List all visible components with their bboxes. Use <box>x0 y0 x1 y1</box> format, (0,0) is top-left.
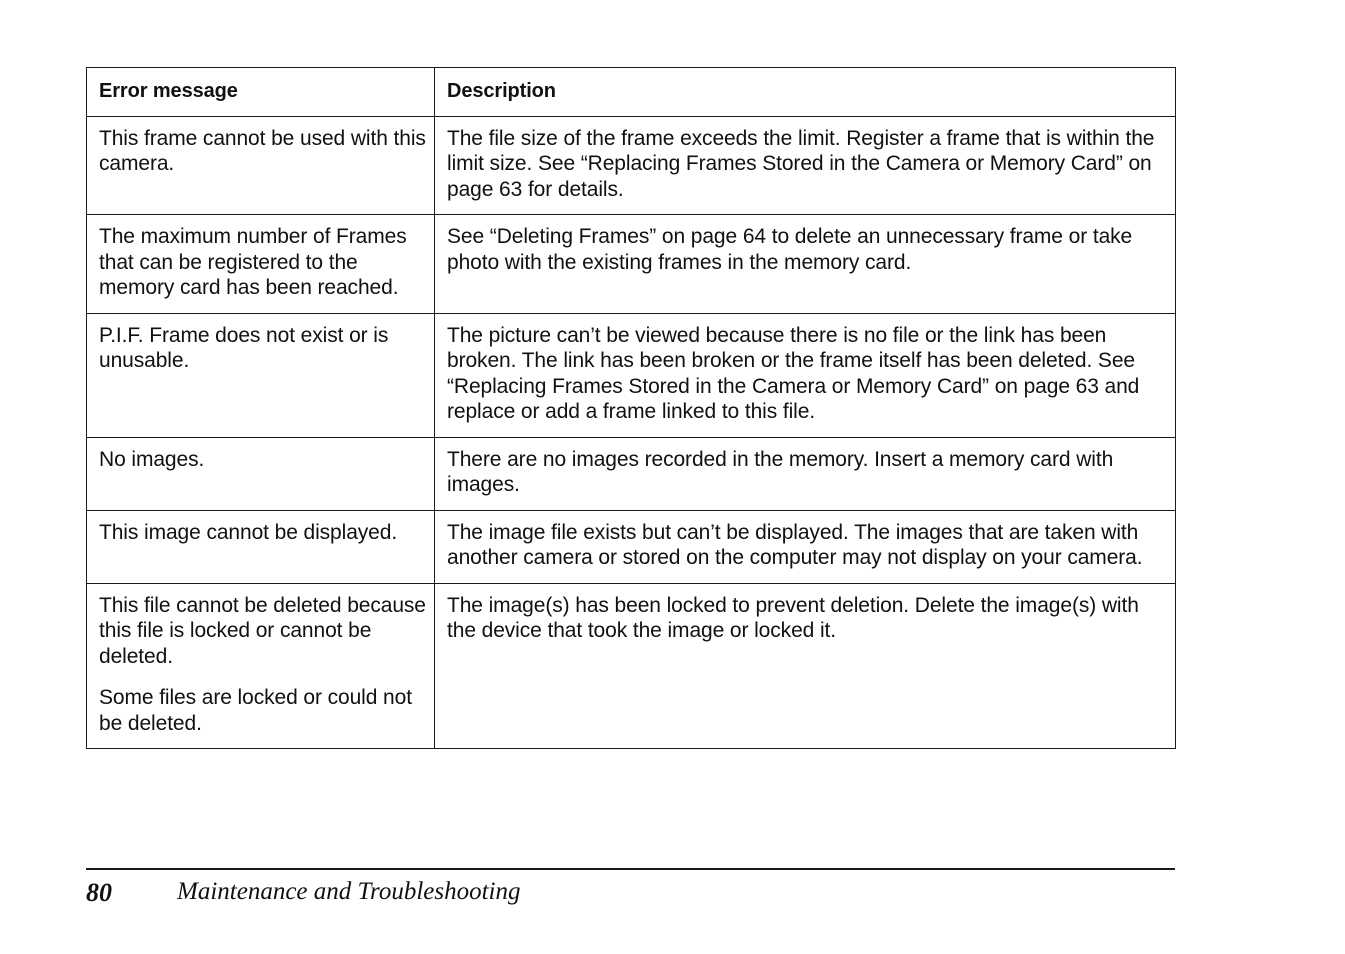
footer-divider <box>86 868 1175 870</box>
error-message-cell <box>87 116 435 215</box>
error-message-cell <box>87 313 435 437</box>
table-row <box>87 116 1176 215</box>
error-message-text: This file cannot be deleted because this file is locked or cannot be deleted. <box>99 593 426 668</box>
error-message-cell <box>87 437 435 510</box>
error-message-text: Some files are locked or could not be deleted. <box>99 686 412 735</box>
table-row <box>87 583 1176 749</box>
description-cell: The picture can’t be viewed because there is no file or the link has been broken. The link has been broken or the frame itself has been deleted. See “Replacing Frames Stored in the Camera or Memory Card” on page 63 and replace or add a frame linked to this file. <box>435 313 1176 437</box>
error-message-text: This image cannot be displayed. <box>99 520 398 544</box>
table-header-row <box>87 68 1176 117</box>
description-cell: The image file exists but can’t be displayed. The images that are taken with another camera or stored on the computer may not display on your camera. <box>435 510 1176 583</box>
table-row <box>87 437 1176 510</box>
error-message-cell <box>87 510 435 583</box>
error-message-table <box>86 67 1176 749</box>
error-message-text: No images. <box>99 447 205 471</box>
header-description: Description <box>435 68 1176 117</box>
table-row <box>87 510 1176 583</box>
footer-section-title: Maintenance and Troubleshooting <box>177 878 521 905</box>
error-message-text: The maximum number of Frames that can be registered to the memory card has been reached. <box>99 225 407 299</box>
error-message-cell <box>87 215 435 314</box>
error-message-cell <box>87 583 435 749</box>
error-message-text: P.I.F. Frame does not exist or is unusable. <box>99 323 389 372</box>
description-cell: See “Deleting Frames” on page 64 to delete an unnecessary frame or take photo with the existing frames in the memory card. <box>435 215 1176 314</box>
page-number: 80 <box>86 878 112 907</box>
table-row <box>87 215 1176 314</box>
error-message-text: This frame cannot be used with this camera. <box>99 126 426 175</box>
description-cell: The image(s) has been locked to prevent deletion. Delete the image(s) with the device that took the image or locked it. <box>435 583 1176 749</box>
header-error-message: Error message <box>87 68 435 117</box>
description-cell: The file size of the frame exceeds the limit. Register a frame that is within the limit size. See “Replacing Frames Stored in the Camera or Memory Card” on page 63 for details. <box>435 116 1176 215</box>
table-row <box>87 313 1176 437</box>
description-cell: There are no images recorded in the memory. Insert a memory card with images. <box>435 437 1176 510</box>
